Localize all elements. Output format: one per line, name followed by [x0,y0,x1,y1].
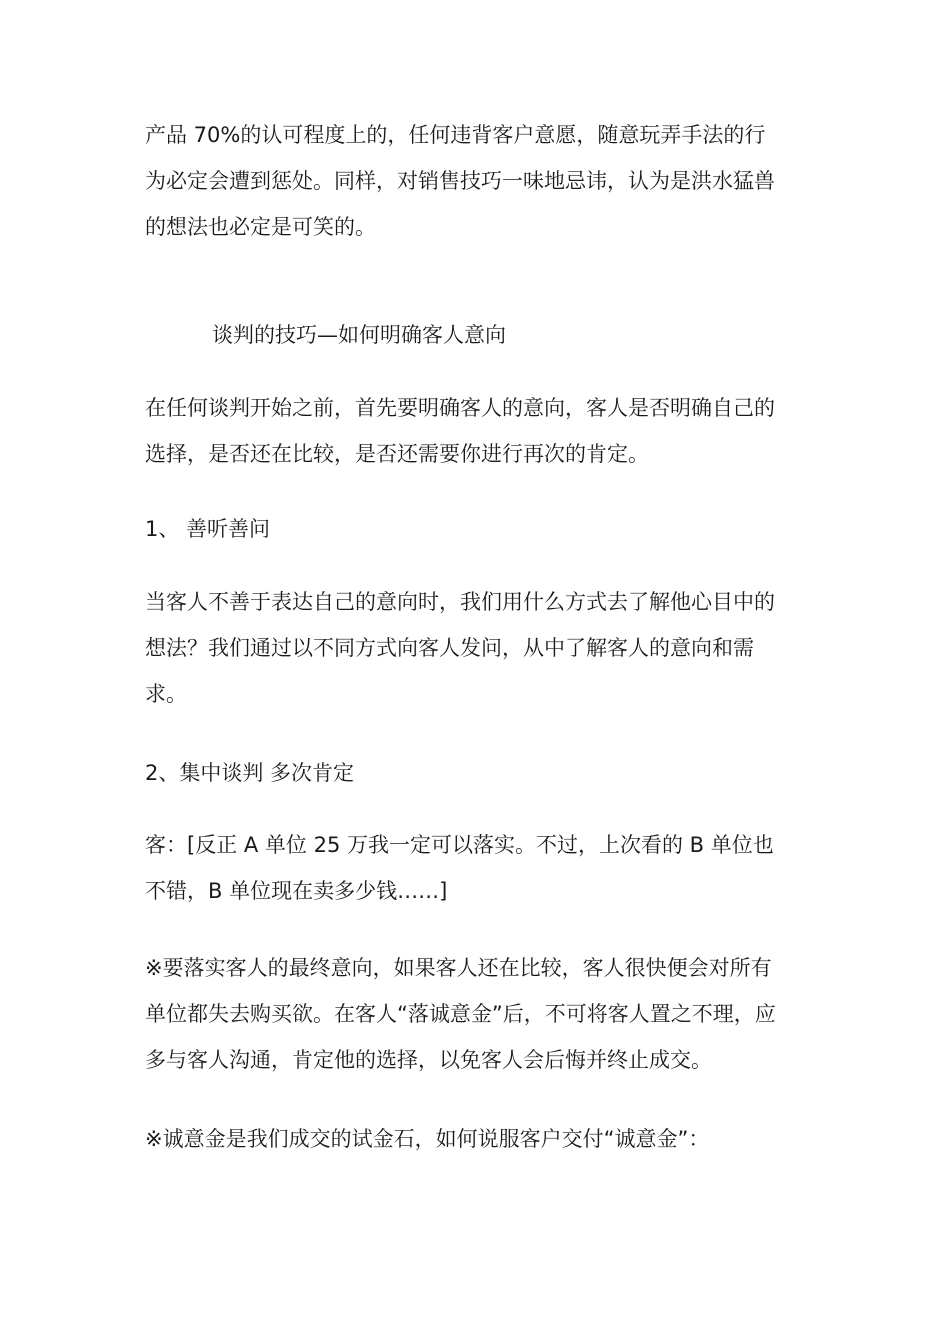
paragraph-line: 不错，B 单位现在卖多少钱……] [145,879,448,903]
paragraph-line: ※要落实客人的最终意向，如果客人还在比较，客人很快便会对所有 [145,956,772,980]
list-item-heading-1: 1、 善听善问 [145,517,271,541]
paragraph-intro [145,112,813,250]
paragraph-clarify-intent [145,385,813,477]
section-heading: 谈判的技巧—如何明确客人意向 [212,323,506,347]
paragraph-line: 当客人不善于表达自己的意向时，我们用什么方式去了解他心目中的 [145,590,775,614]
paragraph-line: 选择，是否还在比较，是否还需要你进行再次的肯定。 [145,442,649,466]
paragraph-listen-ask [145,579,813,717]
list-item-heading-2: 2、集中谈判 多次肯定 [145,761,355,785]
paragraph-line: 产品 70%的认可程度上的，任何违背客户意愿，随意玩弄手法的行 [145,123,766,147]
paragraph-line: 为必定会遭到惩处。同样，对销售技巧一味地忌讳，认为是洪水猛兽 [145,169,775,193]
paragraph-note-final-intent [145,945,813,1083]
paragraph-line: 单位都失去购买欲。在客人“落诚意金”后，不可将客人置之不理，应 [145,1002,776,1026]
paragraph-line: 客：[反正 A 单位 25 万我一定可以落实。不过，上次看的 B 单位也 [145,833,774,857]
paragraph-line: 想法？我们通过以不同方式向客人发问，从中了解客人的意向和需 [145,636,754,660]
paragraph-note-deposit [145,1116,813,1162]
paragraph-line: 在任何谈判开始之前，首先要明确客人的意向，客人是否明确自己的 [145,396,775,420]
paragraph-line: 的想法也必定是可笑的。 [145,215,376,239]
paragraph-customer-quote [145,822,813,914]
paragraph-line: 求。 [145,682,187,706]
paragraph-line: ※诚意金是我们成交的试金石，如何说服客户交付“诚意金”： [145,1127,710,1151]
paragraph-line: 多与客人沟通，肯定他的选择，以免客人会后悔并终止成交。 [145,1048,712,1072]
